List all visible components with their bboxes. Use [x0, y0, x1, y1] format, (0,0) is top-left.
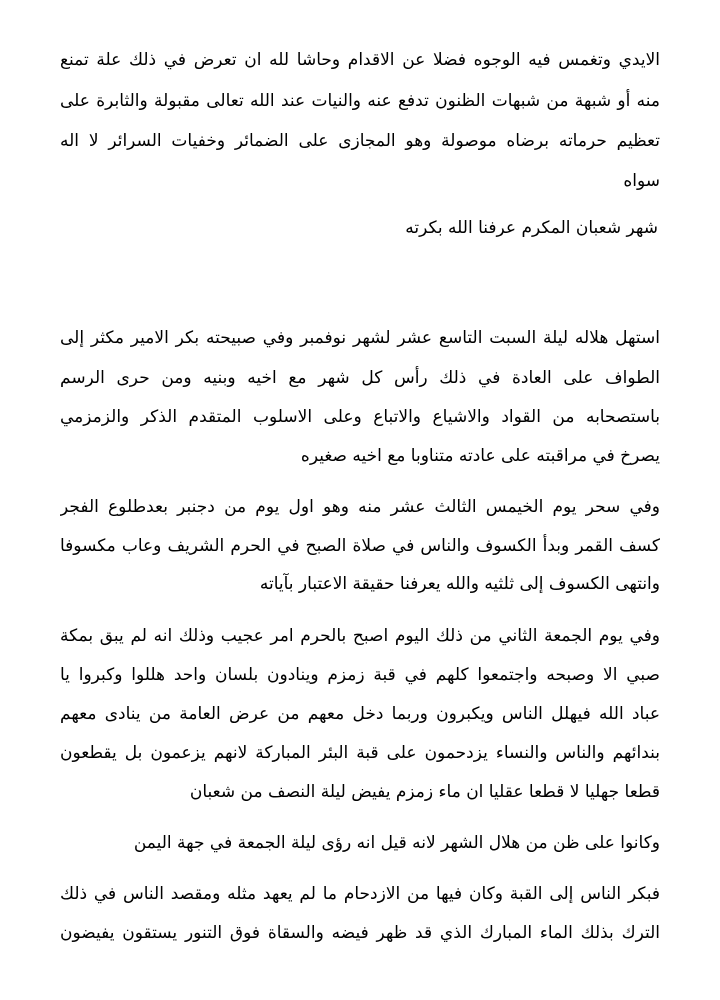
- text-line: منه أو شبهة من شبهات الظنون تدفع عنه والنيات عند الله تعالى مقبولة والثابرة على: [60, 91, 660, 111]
- text-line: عباد الله فيهلل الناس ويكبرون وربما دخل معهم من عرض العامة من ينادى معهم: [60, 704, 660, 724]
- text-line: استهل هلاله ليلة السبت التاسع عشر لشهر نوفمبر وفي صبيحته بكر الامير مكثر إلى: [60, 328, 660, 348]
- text-line: فبكر الناس إلى القبة وكان فيها من الازدحام ما لم يعهد مثله ومقصد الناس في ذلك: [60, 884, 660, 904]
- text-line: كسف القمر وبدأ الكسوف والناس في صلاة الصبح في الحرم الشريف وعاب مكسوفا: [60, 536, 660, 556]
- text-line: سواه: [623, 171, 660, 191]
- text-line: قطعا جهليا لا قطعا عقليا ان ماء زمزم يفيض ليلة النصف من شعبان: [189, 782, 660, 802]
- text-line: الايدي وتغمس فيه الوجوه فضلا عن الاقدام وحاشا لله ان تعرض في ذلك علة تمنع: [60, 50, 660, 70]
- section-heading: شهر شعبان المكرم عرفنا الله بكرته: [405, 218, 658, 238]
- text-line: تعظيم حرماته برضاه موصولة وهو المجازى على الضمائر وخفيات السرائر لا اله: [60, 131, 660, 151]
- text-line: وكانوا على ظن من هلال الشهر لانه قيل انه رؤى ليلة الجمعة في جهة اليمن: [133, 833, 660, 853]
- text-line: بندائهم والناس والنساء يزدحمون على قبة البئر المباركة لانهم يزعمون بل يقطعون: [60, 743, 660, 763]
- text-line: صبي الا وصبحه واجتمعوا كلهم في قبة زمزم وينادون بلسان واحد هللوا وكبروا يا: [60, 665, 660, 685]
- text-line: الطواف على العادة في ذلك رأس كل شهر مع اخيه وبنيه ومن حرى الرسم: [60, 368, 660, 388]
- text-line: وانتهى الكسوف إلى ثلثيه والله يعرفنا حقيقة الاعتبار بآياته: [259, 574, 660, 594]
- text-line: باستصحابه من القواد والاشياع والاتباع وعلى الاسلوب المتقدم الذكر والزمزمي: [60, 407, 660, 427]
- text-line: وفي سحر يوم الخيمس الثالث عشر منه وهو اول يوم من دجنبر بعدطلوع الفجر: [60, 497, 660, 517]
- text-line: يصرخ في مراقبته على عادته متناوبا مع اخيه صغيره: [300, 446, 660, 466]
- text-line: وفي يوم الجمعة الثاني من ذلك اليوم اصبح بالحرم امر عجيب وذلك انه لم يبق بمكة: [60, 626, 660, 646]
- text-line: الترك بذلك الماء المبارك الذي قد ظهر فيضه والسقاة فوق التنور يستقون يفيضون: [60, 923, 660, 943]
